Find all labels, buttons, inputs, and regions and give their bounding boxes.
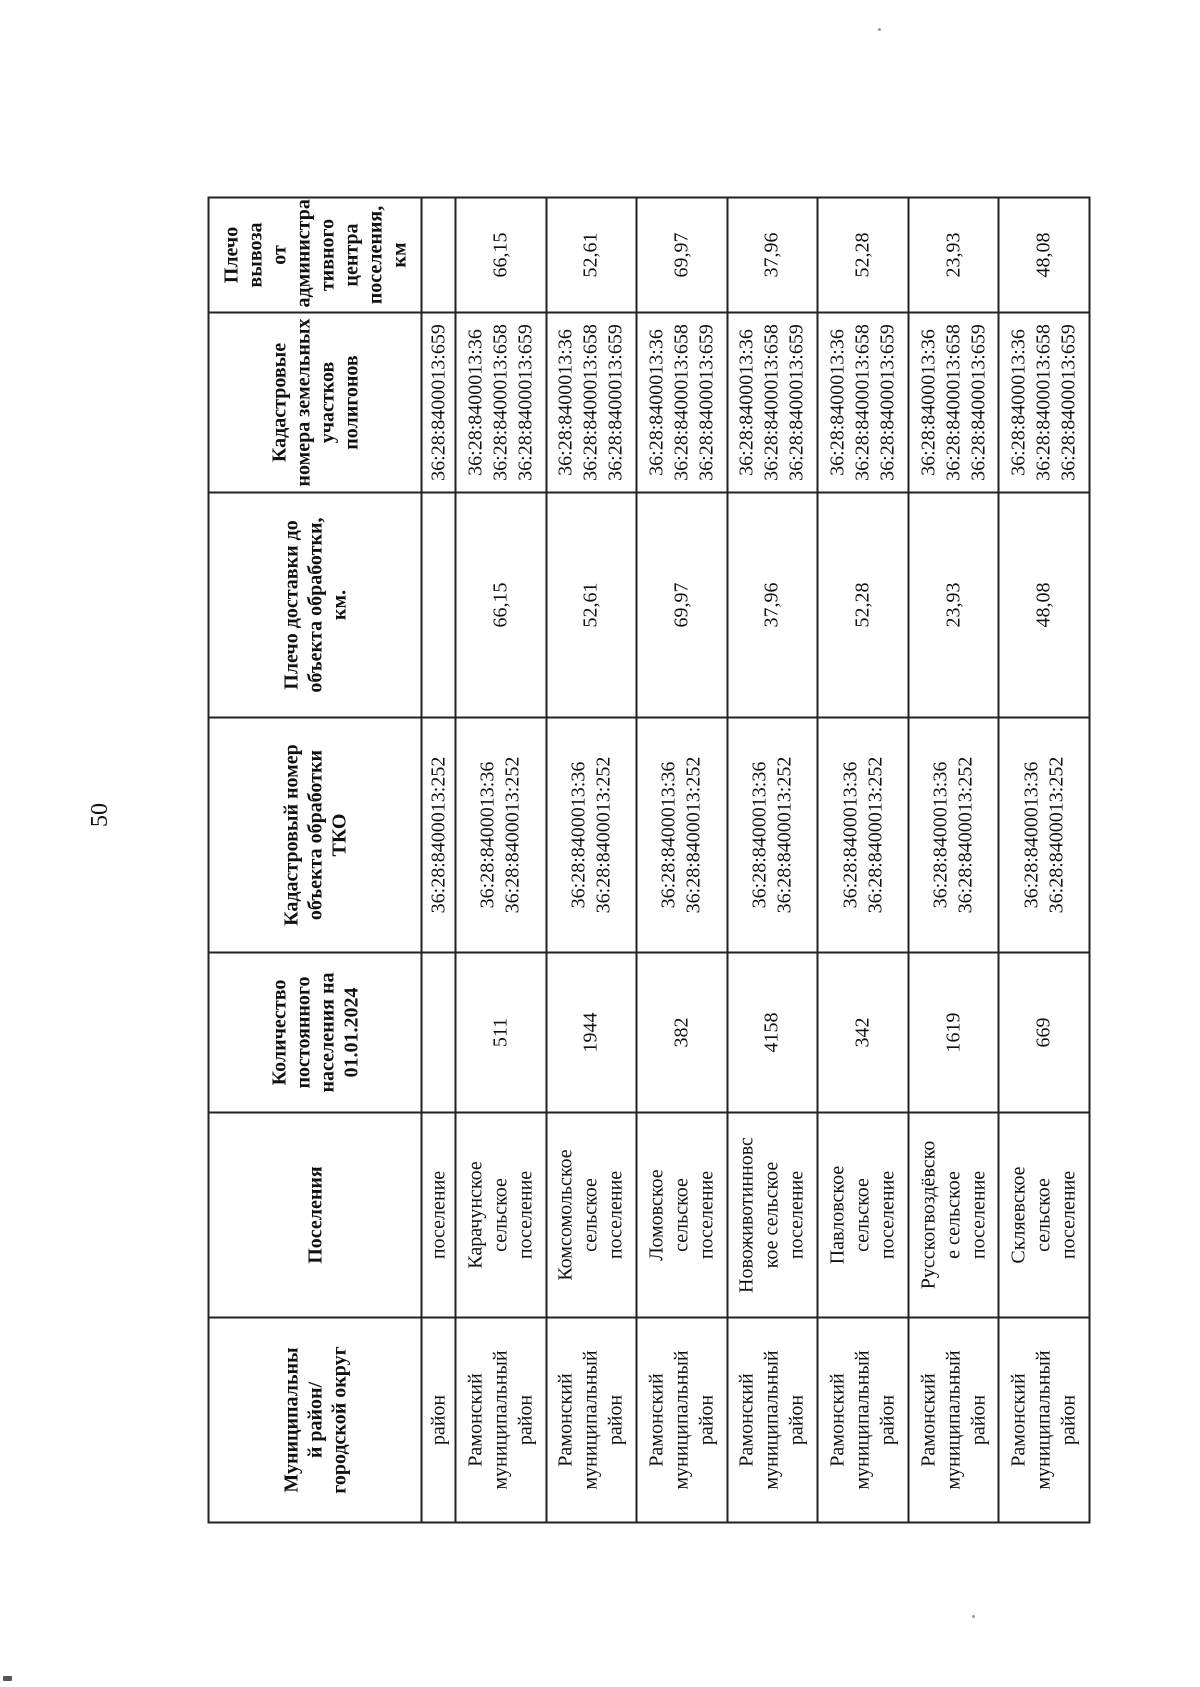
cell-landfill-cadastral: 36:28:8400013:36 36:28:8400013:658 36:28:8400013:659 bbox=[637, 312, 728, 492]
header-processing-cadastral: Кадастровый номер объекта обработки ТКО bbox=[209, 717, 422, 952]
cell-population: 669 bbox=[999, 952, 1090, 1112]
header-row bbox=[209, 197, 422, 1522]
header-export-distance: Плечо вывоза от администра тивного центра поселения, км bbox=[209, 197, 422, 312]
cell-population: 511 bbox=[456, 952, 547, 1112]
cell-settlement: Карачунское сельское поселение bbox=[456, 1112, 547, 1317]
cell-district: Рамонский муниципальный район bbox=[818, 1317, 909, 1522]
cell-landfill-cadastral: 36:28:8400013:36 36:28:8400013:658 36:28:8400013:659 bbox=[908, 312, 999, 492]
table-row bbox=[456, 197, 547, 1522]
scan-speck bbox=[3, 1676, 12, 1681]
cell-delivery-distance: 52,28 bbox=[818, 492, 909, 717]
cell-population: 382 bbox=[637, 952, 728, 1112]
table-row bbox=[727, 197, 818, 1522]
cell-landfill-cadastral: 36:28:8400013:36 36:28:8400013:658 36:28:8400013:659 bbox=[999, 312, 1090, 492]
table-row bbox=[546, 197, 637, 1522]
cell-export-distance bbox=[422, 197, 456, 312]
cell-settlement: Комсомольское сельское поселение bbox=[546, 1112, 637, 1317]
table-row bbox=[999, 197, 1090, 1522]
cell-settlement: поселение bbox=[422, 1112, 456, 1317]
cell-processing-cadastral: 36:28:8400013:36 36:28:8400013:252 bbox=[999, 717, 1090, 952]
cell-processing-cadastral: 36:28:8400013:36 36:28:8400013:252 bbox=[546, 717, 637, 952]
cell-settlement: Павловское сельское поселение bbox=[818, 1112, 909, 1317]
cell-processing-cadastral: 36:28:8400013:36 36:28:8400013:252 bbox=[727, 717, 818, 952]
cell-landfill-cadastral: 36:28:8400013:36 36:28:8400013:658 36:28:8400013:659 bbox=[818, 312, 909, 492]
cell-processing-cadastral: 36:28:8400013:252 bbox=[422, 717, 456, 952]
header-district: Муниципальны й район/ городской округ bbox=[209, 1317, 422, 1522]
cell-district: Рамонский муниципальный район bbox=[727, 1317, 818, 1522]
scan-speck bbox=[878, 28, 881, 31]
cell-processing-cadastral: 36:28:8400013:36 36:28:8400013:252 bbox=[908, 717, 999, 952]
table-row bbox=[818, 197, 909, 1522]
table-row bbox=[637, 197, 728, 1522]
header-population: Количество постоянного населения на 01.01.2024 bbox=[209, 952, 422, 1112]
cell-population: 1619 bbox=[908, 952, 999, 1112]
cell-population: 342 bbox=[818, 952, 909, 1112]
cell-export-distance: 48,08 bbox=[999, 197, 1090, 312]
cell-population: 4158 bbox=[727, 952, 818, 1112]
cell-district: Рамонский муниципальный район bbox=[637, 1317, 728, 1522]
cell-district: район bbox=[422, 1317, 456, 1522]
rotated-table-container bbox=[208, 198, 1091, 1523]
cell-delivery-distance: 23,93 bbox=[908, 492, 999, 717]
cell-processing-cadastral: 36:28:8400013:36 36:28:8400013:252 bbox=[637, 717, 728, 952]
cell-settlement: Новоживотинновс кое сельское поселение bbox=[727, 1112, 818, 1317]
header-settlement: Поселения bbox=[209, 1112, 422, 1317]
cell-delivery-distance: 69,97 bbox=[637, 492, 728, 717]
cell-delivery-distance: 37,96 bbox=[727, 492, 818, 717]
cell-landfill-cadastral: 36:28:8400013:659 bbox=[422, 312, 456, 492]
cell-export-distance: 69,97 bbox=[637, 197, 728, 312]
header-delivery-distance: Плечо доставки до объекта обработки, км. bbox=[209, 492, 422, 717]
cell-delivery-distance bbox=[422, 492, 456, 717]
cell-export-distance: 23,93 bbox=[908, 197, 999, 312]
table-row bbox=[422, 197, 456, 1522]
cell-district: Рамонский муниципальный район bbox=[999, 1317, 1090, 1522]
cell-settlement: Ломовское сельское поселение bbox=[637, 1112, 728, 1317]
page-number: 50 bbox=[87, 803, 113, 827]
cell-landfill-cadastral: 36:28:8400013:36 36:28:8400013:658 36:28:8400013:659 bbox=[546, 312, 637, 492]
cell-processing-cadastral: 36:28:8400013:36 36:28:8400013:252 bbox=[456, 717, 547, 952]
cell-district: Рамонский муниципальный район bbox=[546, 1317, 637, 1522]
cell-district: Рамонский муниципальный район bbox=[908, 1317, 999, 1522]
cell-processing-cadastral: 36:28:8400013:36 36:28:8400013:252 bbox=[818, 717, 909, 952]
cell-export-distance: 52,28 bbox=[818, 197, 909, 312]
cell-landfill-cadastral: 36:28:8400013:36 36:28:8400013:658 36:28:8400013:659 bbox=[727, 312, 818, 492]
cell-delivery-distance: 52,61 bbox=[546, 492, 637, 717]
table-row bbox=[908, 197, 999, 1522]
cell-export-distance: 37,96 bbox=[727, 197, 818, 312]
cell-settlement: Скляевское сельское поселение bbox=[999, 1112, 1090, 1317]
cell-population bbox=[422, 952, 456, 1112]
cell-export-distance: 66,15 bbox=[456, 197, 547, 312]
cell-export-distance: 52,61 bbox=[546, 197, 637, 312]
cell-delivery-distance: 48,08 bbox=[999, 492, 1090, 717]
waste-logistics-table bbox=[208, 196, 1091, 1523]
cell-delivery-distance: 66,15 bbox=[456, 492, 547, 717]
header-landfill-cadastral: Кадастровые номера земельных участков полигонов bbox=[209, 312, 422, 492]
cell-district: Рамонский муниципальный район bbox=[456, 1317, 547, 1522]
cell-settlement: Русскогвоздёвско е сельское поселение bbox=[908, 1112, 999, 1317]
scan-speck bbox=[972, 1615, 975, 1618]
cell-landfill-cadastral: 36:28:8400013:36 36:28:8400013:658 36:28:8400013:659 bbox=[456, 312, 547, 492]
cell-population: 1944 bbox=[546, 952, 637, 1112]
